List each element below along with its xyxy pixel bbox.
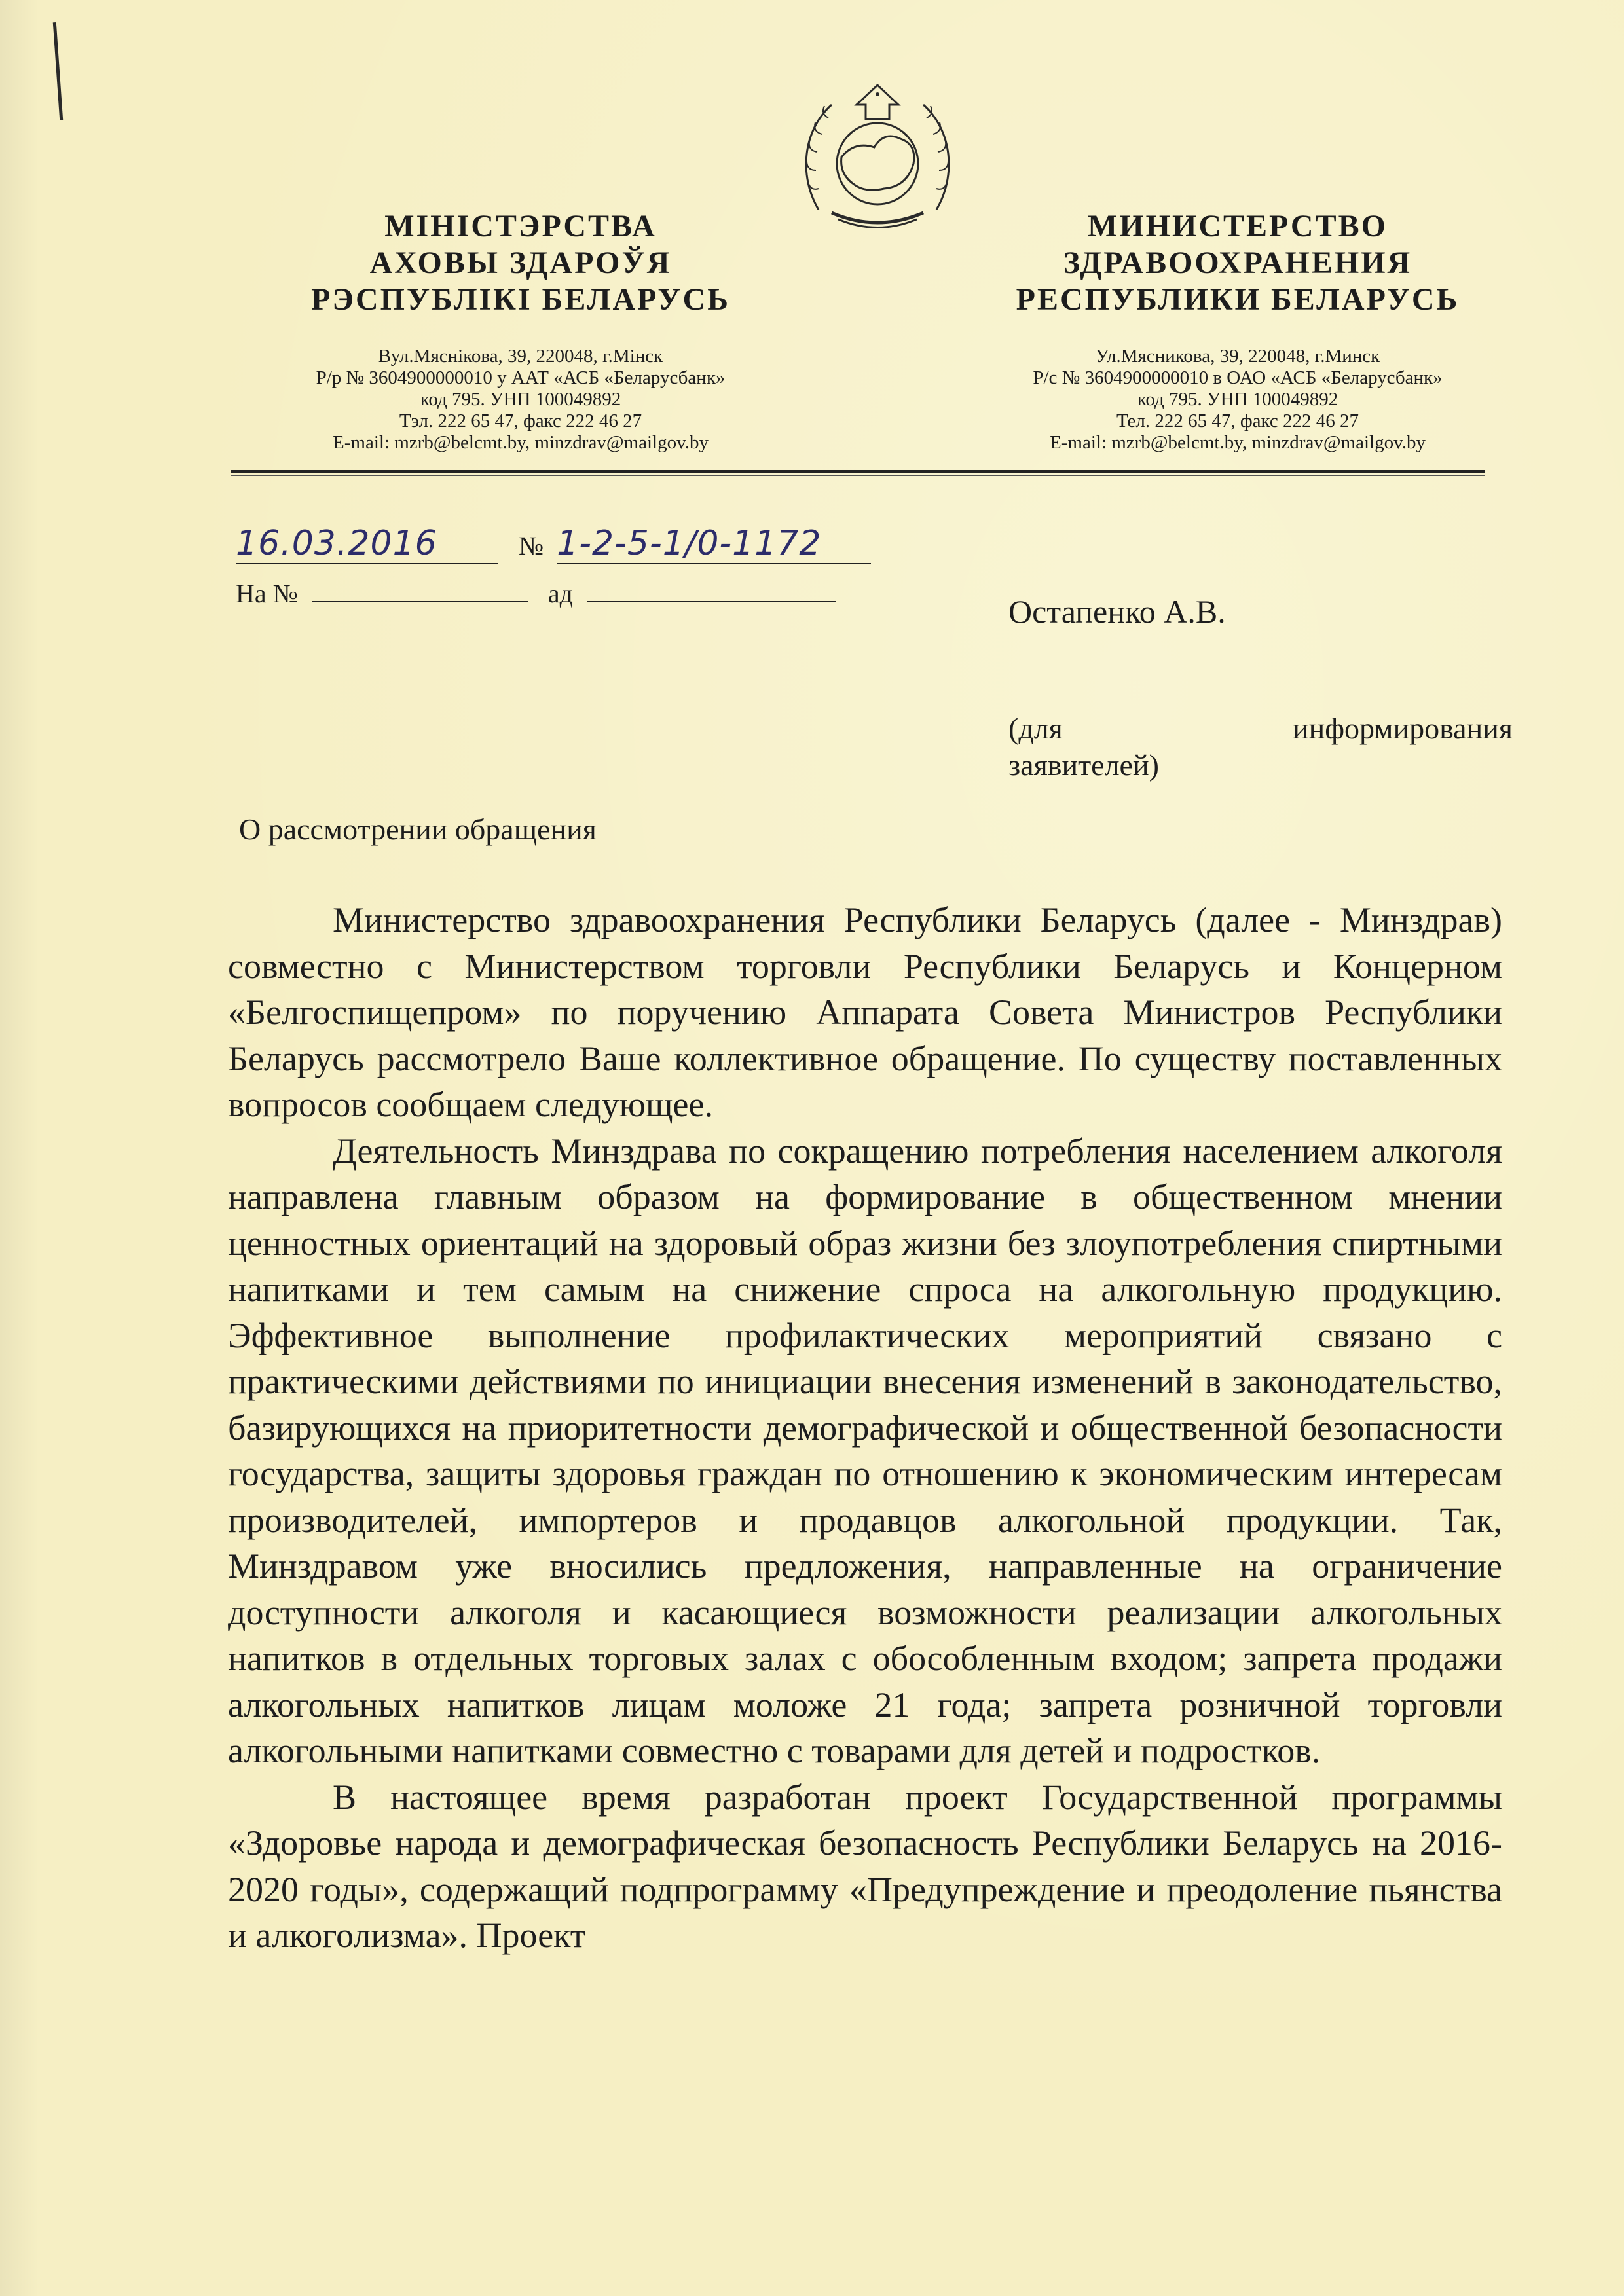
title-line: РЭСПУБЛІКІ БЕЛАРУСЬ bbox=[311, 282, 730, 317]
body-paragraph: Министерство здравоохранения Республики Беларусь (далее - Минздрав) совместно с Министерством торговли Республики Беларусь и Концерном «Белгоспищепром» по поручению Аппарата Совета Министров Республики Беларусь рассмотрело Ваше коллективное обращение. По существу поставленных вопросов сообщаем следующее. bbox=[228, 900, 1502, 1124]
ministry-title-russian bbox=[943, 208, 1532, 318]
header-divider bbox=[231, 470, 1485, 473]
binder-mark bbox=[53, 22, 63, 120]
address-line: Р/с № 3604900000010 в ОАО «АСБ «Беларусбанк» bbox=[1033, 367, 1443, 388]
reply-to-field bbox=[312, 575, 528, 602]
recipient-note bbox=[1008, 710, 1513, 784]
ministry-title-belarusian bbox=[226, 208, 815, 318]
note-line: заявителей) bbox=[1008, 748, 1159, 782]
note-word: информирования bbox=[1293, 712, 1513, 745]
letter-body bbox=[228, 897, 1502, 1959]
address-line: код 795. УНП 100049892 bbox=[1137, 389, 1338, 410]
registration-date: 16.03.2016 bbox=[236, 524, 498, 564]
address-line: Р/р № 3604900000010 у ААТ «АСБ «Беларусбанк» bbox=[316, 367, 726, 388]
body-paragraph: Деятельность Минздрава по сокращению потребления населением алкоголя направлена главным образом на формирование в общественном мнении ценностных ориентаций на здоровый образ жизни без злоупотребления спиртными напитками и тем самым на снижение спроса на алкогольную продукцию. Эффективное выполнение профилактических мероприятий связано с практическими действиями по инициации внесения изменений в законодательство, базирующихся на приоритетности демографической и общественной безопасности государства, защиты здоровья граждан по отношению к экономическим интересам производителей, импортеров и продавцов алкогольной продукции. Так, Минздравом уже вносились предложения, направленные на ограничение доступности алкоголя и касающиеся возможности реализации алкогольных напитков в отдельных торговых залах с обособленным входом; запрета продажи алкогольных напитков лицам моложе 21 года; запрета розничной торговли алкогольными напитками совместно с товарами для детей и подростков. bbox=[228, 1131, 1502, 1770]
letter-subject: О рассмотрении обращения bbox=[239, 812, 597, 846]
title-line: РЕСПУБЛИКИ БЕЛАРУСЬ bbox=[1016, 282, 1460, 317]
registration-line bbox=[236, 524, 871, 564]
from-label: ад bbox=[547, 579, 573, 608]
registration-number: 1-2-5-1/0-1172 bbox=[557, 524, 871, 564]
address-line: код 795. УНП 100049892 bbox=[420, 389, 621, 410]
from-field bbox=[587, 575, 836, 602]
title-line: ЗДРАВООХРАНЕНИЯ bbox=[1063, 246, 1412, 280]
title-line: МИНИСТЕРСТВО bbox=[1088, 209, 1388, 244]
reply-to-label: На № bbox=[236, 579, 298, 608]
address-line: Тел. 222 65 47, факс 222 46 27 bbox=[1116, 410, 1359, 431]
title-line: АХОВЫ ЗДАРОЎЯ bbox=[369, 246, 672, 280]
address-line: Тэл. 222 65 47, факс 222 46 27 bbox=[399, 410, 642, 431]
email-line: E-mail: mzrb@belcmt.by, minzdrav@mailgov.by bbox=[333, 432, 709, 453]
address-block-belarusian bbox=[226, 346, 815, 454]
note-word: (для bbox=[1008, 712, 1063, 745]
email-line: E-mail: mzrb@belcmt.by, minzdrav@mailgov.by bbox=[1050, 432, 1426, 453]
recipient-name: Остапенко А.В. bbox=[1008, 593, 1226, 630]
number-label: № bbox=[519, 531, 544, 560]
body-paragraph: В настоящее время разработан проект Государственной программы «Здоровье народа и демографическая безопасность Республики Беларусь на 2016-2020 годы», содержащий подпрограмму «Предупреждение и преодоление пьянства и алкоголизма». Проект bbox=[228, 1777, 1502, 1955]
address-line: Ул.Мясникова, 39, 220048, г.Минск bbox=[1095, 346, 1380, 367]
address-line: Вул.Мяснікова, 39, 220048, г.Мінск bbox=[378, 346, 663, 367]
reply-reference-line bbox=[236, 575, 836, 609]
header-divider-thin bbox=[231, 475, 1485, 476]
state-emblem-icon bbox=[792, 79, 963, 236]
title-line: МІНІСТЭРСТВА bbox=[384, 209, 657, 244]
address-block-russian bbox=[943, 346, 1532, 454]
